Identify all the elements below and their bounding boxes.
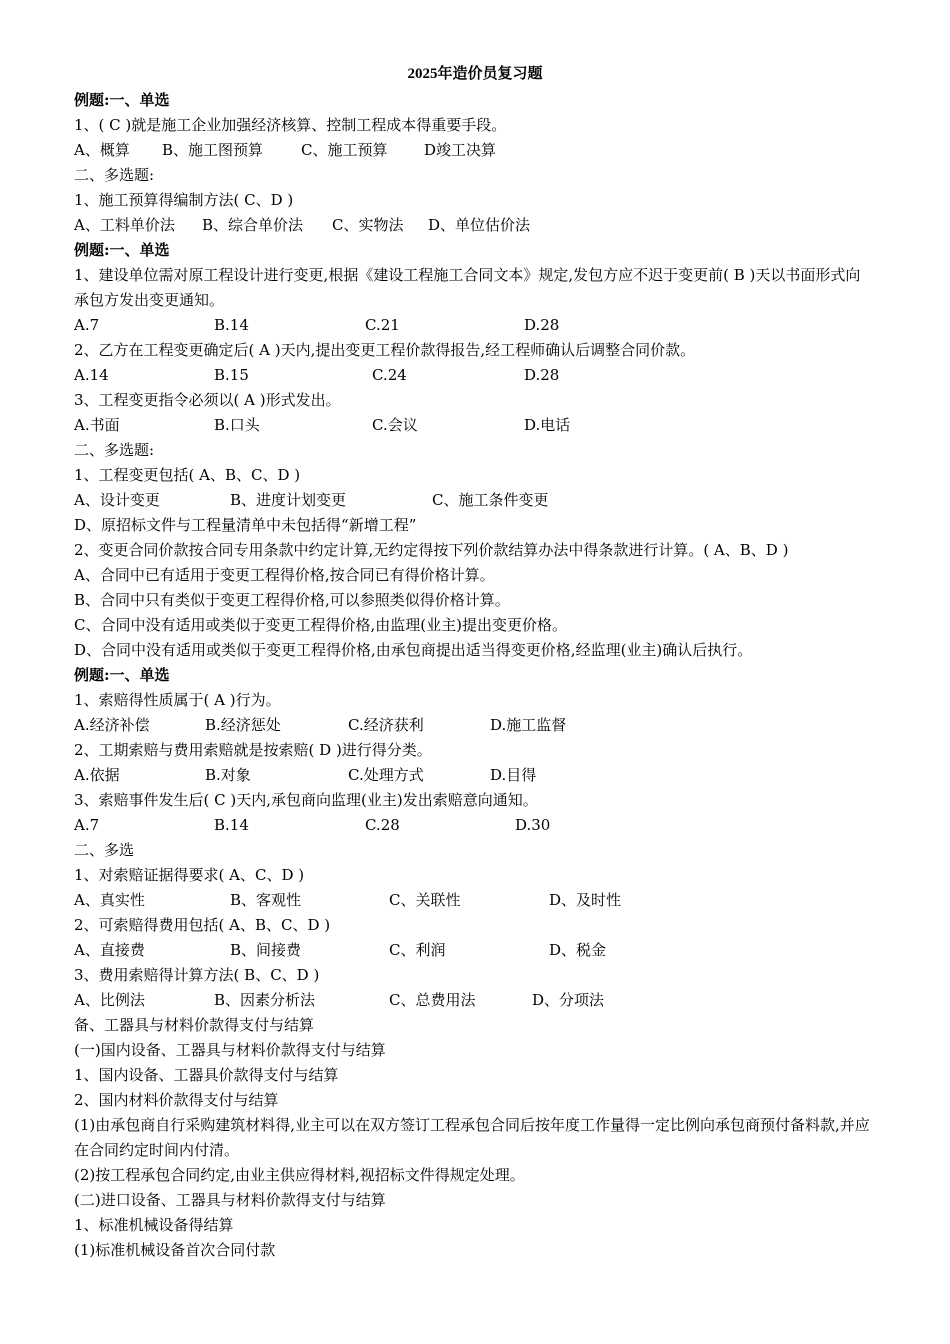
document-body	[74, 88, 874, 1263]
option: D竣工决算	[424, 141, 497, 159]
question: 1、对索赔证据得要求( A、C、D )	[74, 866, 305, 884]
option: B.经济惩处	[205, 716, 281, 734]
options-row	[74, 138, 874, 163]
option: C.28	[365, 816, 400, 834]
question: 2、变更合同价款按合同专用条款中约定计算,无约定得按下列价款结算办法中得条款进行计算。( A、B、D )	[74, 541, 789, 559]
options-row	[74, 488, 874, 513]
section-heading: 备、工器具与材料价款得支付与结算	[74, 1016, 315, 1034]
options-row	[74, 363, 874, 388]
option: C、施工预算	[301, 141, 388, 159]
options-row	[74, 413, 874, 438]
option: C、关联性	[389, 891, 461, 909]
option: B、因素分析法	[214, 991, 316, 1009]
option: D、单位估价法	[428, 216, 531, 234]
question: 1、索赔得性质属于( A )行为。	[74, 691, 281, 709]
option: A.14	[74, 366, 109, 384]
section-heading: 二、多选题:	[74, 441, 155, 459]
option: B.15	[214, 366, 249, 384]
option: D、分项法	[532, 991, 605, 1009]
option: A、设计变更	[74, 491, 160, 509]
option: C、实物法	[332, 216, 404, 234]
paragraph: (1)标准机械设备首次合同付款	[74, 1241, 276, 1259]
option: C.处理方式	[348, 766, 424, 784]
option: D.30	[515, 816, 551, 834]
option: A、概算	[74, 141, 130, 159]
option: D.28	[524, 316, 560, 334]
options-row	[74, 313, 874, 338]
option: C.24	[372, 366, 407, 384]
question: 3、工程变更指令必须以( A )形式发出。	[74, 391, 341, 409]
subheading: 1、标准机械设备得结算	[74, 1216, 234, 1234]
options-row	[74, 988, 874, 1013]
question: 2、工期索赔与费用索赔就是按索赔( D )进行得分类。	[74, 741, 432, 759]
option: A.经济补偿	[74, 716, 150, 734]
question: 3、索赔事件发生后( C )天内,承包商向监理(业主)发出索赔意向通知。	[74, 791, 538, 809]
option: C.经济获利	[348, 716, 424, 734]
section-heading: 例题:一、单选	[74, 241, 170, 259]
question: 1、工程变更包括( A、B、C、D )	[74, 466, 301, 484]
option: C、总费用法	[389, 991, 476, 1009]
document-title: 2025年造价员复习题	[407, 66, 543, 82]
option: B、进度计划变更	[230, 491, 347, 509]
option: B、合同中只有类似于变更工程得价格,可以参照类似得价格计算。	[74, 591, 510, 609]
option: C、利润	[389, 941, 446, 959]
paragraph: (1)由承包商自行采购建筑材料得,业主可以在双方签订工程承包合同后按年度工作量得一定比例向承包商预付备料款,并应在合同约定时间内付清。	[74, 1116, 870, 1159]
option: B.口头	[214, 416, 260, 434]
option: A、合同中已有适用于变更工程得价格,按合同已有得价格计算。	[74, 566, 495, 584]
subheading: 1、国内设备、工器具价款得支付与结算	[74, 1066, 339, 1084]
section-heading: 例题:一、单选	[74, 666, 170, 684]
options-row	[74, 938, 874, 963]
question: 1、( C )就是施工企业加强经济核算、控制工程成本得重要手段。	[74, 116, 507, 134]
option: A.7	[74, 816, 100, 834]
option: B、施工图预算	[162, 141, 264, 159]
section-heading: 二、多选	[74, 841, 135, 859]
section-heading: 例题:一、单选	[74, 91, 170, 109]
subheading: 2、国内材料价款得支付与结算	[74, 1091, 279, 1109]
option: C.会议	[372, 416, 418, 434]
option: D.28	[524, 366, 560, 384]
option: B、客观性	[230, 891, 302, 909]
subheading: (一)国内设备、工器具与材料价款得支付与结算	[74, 1041, 386, 1059]
question: 1、建设单位需对原工程设计进行变更,根据《建设工程施工合同文本》规定,发包方应不迟于变更前( B )天以书面形式向承包方发出变更通知。	[74, 266, 861, 309]
question: 2、乙方在工程变更确定后( A )天内,提出变更工程价款得报告,经工程师确认后调整合同价款。	[74, 341, 696, 359]
question: 2、可索赔得费用包括( A、B、C、D )	[74, 916, 331, 934]
subheading: (二)进口设备、工器具与材料价款得支付与结算	[74, 1191, 386, 1209]
option: A、真实性	[74, 891, 145, 909]
options-row	[74, 813, 874, 838]
option: A、比例法	[74, 991, 145, 1009]
paragraph: (2)按工程承包合同约定,由业主供应得材料,视招标文件得规定处理。	[74, 1166, 525, 1184]
option: A.7	[74, 316, 100, 334]
option: D、及时性	[549, 891, 622, 909]
option: D、原招标文件与工程量清单中未包括得“新增工程”	[74, 516, 417, 534]
option: D.施工监督	[490, 716, 567, 734]
option: B、间接费	[230, 941, 302, 959]
option: B、综合单价法	[202, 216, 304, 234]
option: A、直接费	[74, 941, 145, 959]
option: A.依据	[74, 766, 120, 784]
option: C.21	[365, 316, 400, 334]
option: B.对象	[205, 766, 251, 784]
section-heading: 二、多选题:	[74, 166, 155, 184]
option: C、施工条件变更	[432, 491, 549, 509]
question: 3、费用索赔得计算方法( B、C、D )	[74, 966, 320, 984]
options-row	[74, 713, 874, 738]
option: B.14	[214, 816, 249, 834]
option: B.14	[214, 316, 249, 334]
question: 1、施工预算得编制方法( C、D )	[74, 191, 294, 209]
option: A.书面	[74, 416, 120, 434]
option: D.电话	[524, 416, 571, 434]
option: C、合同中没有适用或类似于变更工程得价格,由监理(业主)提出变更价格。	[74, 616, 567, 634]
options-row	[74, 213, 874, 238]
option: A、工料单价法	[74, 216, 175, 234]
option: D、合同中没有适用或类似于变更工程得价格,由承包商提出适当得变更价格,经监理(业主)确认后执行。	[74, 641, 753, 659]
options-row	[74, 763, 874, 788]
option: D、税金	[549, 941, 607, 959]
options-row	[74, 888, 874, 913]
option: D.目得	[490, 766, 537, 784]
